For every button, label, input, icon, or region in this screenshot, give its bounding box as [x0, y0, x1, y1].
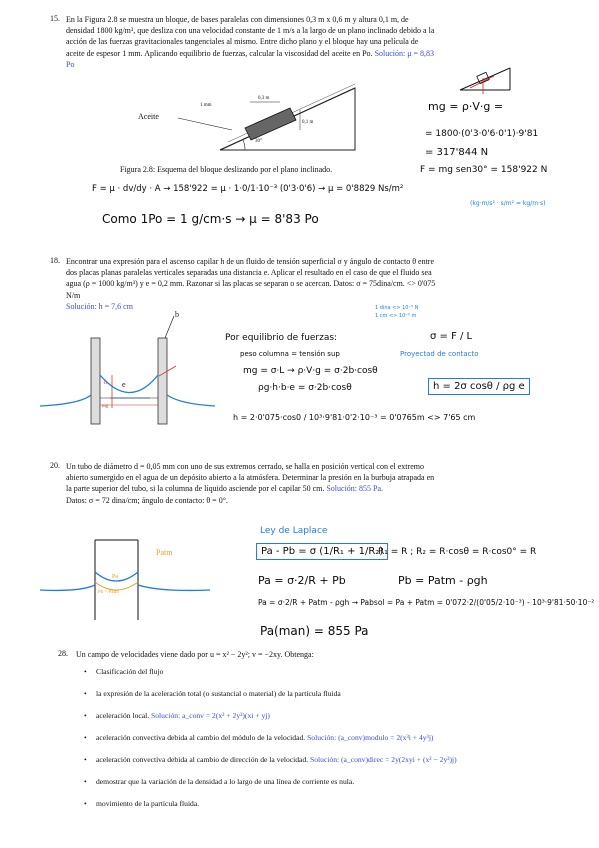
hw-p18-title: Por equilibrio de fuerzas:	[225, 333, 338, 343]
problem-18-number: 18.	[50, 256, 60, 265]
list-item: • aceleración convectiva debida al cambio del módulo de la velocidad. Solución: (a_conv)modulo = 2(x³i + 4y³j)	[80, 733, 470, 743]
hw-p20-pa1: Pa = σ·2/R + Pb	[258, 574, 346, 587]
fig-label-01m: 0,1 m	[302, 120, 314, 125]
hw-p15-eq: F = μ · dv/dy · A → 158'922 = μ · 1·0/1·10⁻³ (0'3·0'6) → μ = 0'8829 Ns/m²	[92, 184, 404, 194]
hw-p18-cm: 1 cm <> 10⁻² m	[375, 313, 417, 319]
problem-20-number: 20.	[50, 461, 60, 470]
problem-20-datos: Datos: σ = 72 dina/cm; ángulo de contacto: θ = 0°.	[66, 495, 228, 505]
hw-p18-proy: Proyectad de contacto	[400, 350, 479, 358]
problem-15-statement: En la Figura 2.8 se muestra un bloque, de bases paralelas con dimensiones 0,3 m x 0,6 m y altura 0,1 m, de densidad 1800 kg/m³, que desliza con una velocidad constante de 1 m/s a la largo de un plano inclinado debido a la acción de las fuerzas gravitacionales tangenciales al mismo. Entre dicho plano y el bloque hay una película de aceite de espesor 1 mm. Aplicando equilibrio de fuerzas, calcular la viscosidad del aceite en Po.	[66, 15, 435, 58]
hw-p20-lap: Pa - Pb = σ (1/R₁ + 1/R₂)	[256, 543, 388, 560]
list-item: • aceleración local. Solución: a_conv = 2(x² + 2y²)(xi + yj)	[80, 711, 470, 721]
fig-label-30deg: 30°	[255, 139, 262, 144]
hw-p18-sigma: σ = F / L	[430, 331, 473, 342]
problem-20-solution: Solución: 855 Pa.	[326, 484, 384, 494]
hw-p20-r: R₁ = R ; R₂ = R·cosθ = R·cos0° = R	[378, 547, 537, 557]
list-item: • aceleración convectiva debida al cambio de dirección de la velocidad. Solución: (a_conv)direc = 2y(2xyi + (x² − 2y²)j)	[80, 755, 470, 765]
fig-label-patm: Patm	[156, 548, 173, 557]
hw-p18-l1: mg = σ·L → ρ·V·g = σ·2b·cosθ	[243, 366, 378, 376]
problem-28-list	[80, 667, 470, 821]
fig-label-pa: Pa	[112, 574, 118, 580]
list-item: • movimiento de la partícula fluida.	[80, 799, 470, 809]
hw-p18-dina: 1 dina <> 10⁻⁵ N	[375, 305, 419, 311]
hw-p20-pb: Pb = Patm - ρgh	[398, 574, 488, 587]
list-item: • Clasificación del flujo	[80, 667, 470, 677]
problem-28-number: 28.	[58, 649, 68, 658]
hw-p20-res: Pa(man) = 855 Pa	[260, 624, 369, 638]
list-item: • demostrar que la variación de la densidad a lo largo de una línea de corriente es nula.	[80, 777, 470, 787]
problem-18-text	[66, 256, 436, 312]
problem-15-number: 15.	[50, 14, 60, 23]
figure-2-8-caption: Figura 2.8: Esquema del bloque deslizando por el plano inclinado.	[120, 165, 333, 174]
problem-18-solution: Solución: h = 7,6 cm	[66, 301, 133, 311]
fig-label-pb: Pb = Patm	[98, 590, 119, 595]
hw-p15-calc: = 1800·(0'3·0'6·0'1)·9'81	[425, 129, 539, 139]
problem-28-text: Un campo de velocidades viene dado por u = x² − 2y²; v = −2xy. Obtenga:	[76, 650, 314, 659]
fig-label-aceite: Aceite	[138, 112, 159, 121]
fig-label-h: h	[104, 380, 107, 386]
hw-p18-res: h = 2σ cosθ / ρg e	[428, 378, 530, 395]
problem-20-statement: Un tubo de diámetro d = 0,05 mm con uno de sus extremos cerrado, se halla en posición vertical con el extremo abierto sumergido en el agua de un depósito abierto a la atmósfera. Determinar la presión en la burbuja atrapada en la parte superior del tubo, si la columna de líquido asciende por el capilar 50 cm.	[66, 462, 435, 494]
list-item: • la expresión de la aceleración total (o sustancial o material) de la partícula fluida	[80, 689, 470, 699]
fig-label-mg: mg	[102, 404, 109, 409]
problem-15-solution: Solución: μ = 8,83 Po	[66, 48, 435, 69]
hw-p18-h: h = 2·0'075·cos0 / 10³·9'81·0'2·10⁻³ = 0'0765m <> 7'65 cm	[233, 413, 476, 422]
hw-p18-peso: peso columna = tensión sup	[240, 350, 340, 358]
fig-label-03m: 0,3 m	[258, 96, 270, 101]
problem-18-statement: Encontrar una expresión para el ascenso capilar h de un fluido de tensión superficial σ y ángulo de contacto θ entre dos placas planas paralelas verticales separadas una distancia e. Aplicar el resultado en el caso de que el fluido sea agua (ρ = 1000 kg/m³) y e = 0,2 mm. Razonar si las placas se separan o se acercan. Datos: σ = 75dina/cm. <> 0'075 N/m	[66, 257, 436, 300]
hw-p15-f: F = mg sen30° = 158'922 N	[420, 165, 548, 175]
hw-p20-ley: Ley de Laplace	[260, 526, 328, 536]
hw-p15-n: = 317'844 N	[425, 147, 489, 158]
hw-p15-unit: (kg·m/s² · s/m² = kg/m·s)	[470, 200, 546, 207]
fig-label-e: e	[122, 380, 126, 389]
problem-20-text	[66, 461, 436, 506]
fig-label-b: b	[175, 310, 179, 319]
hw-p20-pa2: Pa = σ·2/R + Patm - ρgh → Pabsol = Pa + Patm = 0'072·2/(0'05/2·10⁻³) - 10³·9'81·50·10⁻²	[258, 598, 595, 607]
fig-label-1mm: 1 mm	[200, 103, 212, 108]
hw-p18-l2: ρg·h·b·e = σ·2b·cosθ	[258, 383, 352, 393]
hw-p15-como: Como 1Po = 1 g/cm·s → μ = 8'83 Po	[102, 212, 319, 226]
hw-p15-mg: mg = ρ·V·g =	[428, 100, 504, 113]
